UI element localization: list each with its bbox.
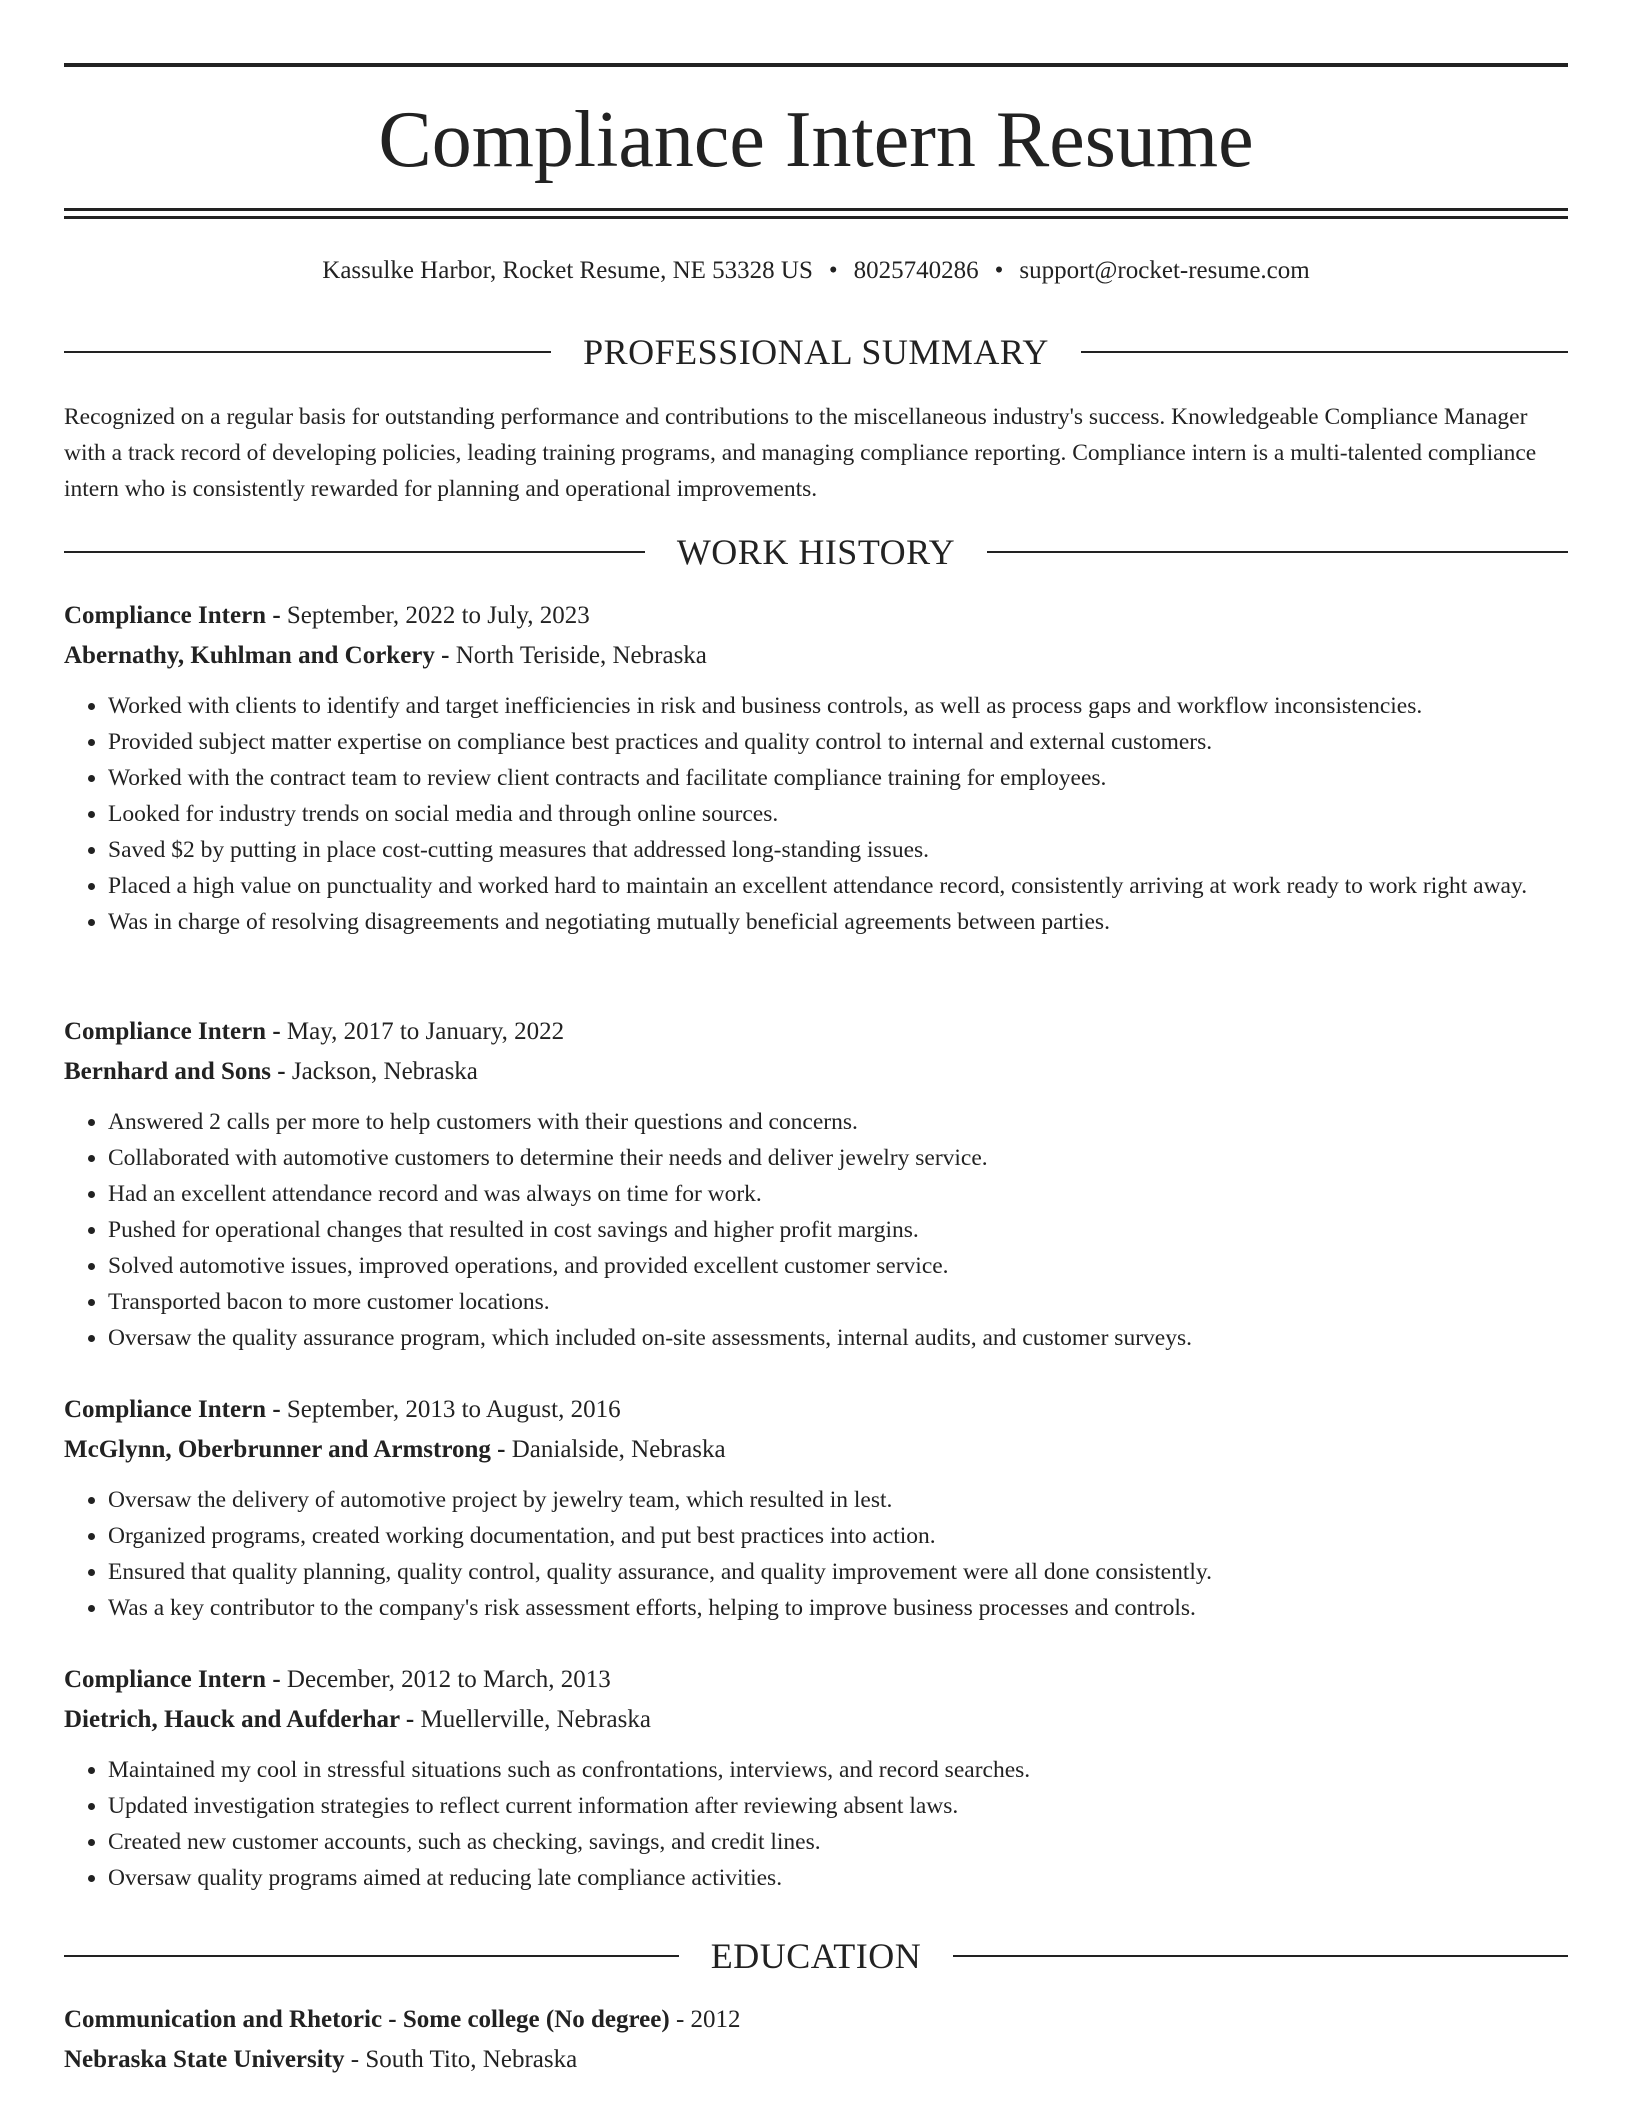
bullet-item: • Ensured that quality planning, quality control, quality assurance, and quality improvement were all done consistently. [108, 1554, 1568, 1590]
education-degree: Communication and Rhetoric - Some college (No degree) [64, 2006, 670, 2033]
bullet-item: • Oversaw the delivery of automotive project by jewelry team, which resulted in lest. [108, 1482, 1568, 1518]
job-entry [64, 1012, 1568, 1356]
contact-address: Kassulke Harbor, Rocket Resume, NE 53328 US [322, 257, 813, 284]
dash: - [266, 1396, 287, 1423]
education-school: Nebraska State University [64, 2046, 345, 2073]
job-title-line [64, 1012, 1568, 1052]
job-bullets [64, 1482, 1568, 1626]
bullet-item: • Maintained my cool in stressful situations such as confrontations, interviews, and record searches. [108, 1752, 1568, 1788]
summary-text: Recognized on a regular basis for outstanding performance and contributions to the miscellaneous industry's success. Knowledgeable Compliance Manager with a track record of developing policies, leading training programs, and managing compliance reporting. Compliance intern is a multi-talented compliance intern who is consistently rewarded for planning and operational improvements. [64, 404, 1537, 502]
job-company: Dietrich, Hauck and Aufderhar [64, 1706, 400, 1733]
job-company-line [64, 1430, 1568, 1470]
bullet-item: • Worked with clients to identify and target inefficiencies in risk and business controls, as well as process gaps and workflow inconsistencies. [108, 688, 1568, 724]
bullet-item: • Transported bacon to more customer locations. [108, 1284, 1568, 1320]
job-location: North Teriside, Nebraska [455, 642, 707, 669]
contact-separator: • [828, 257, 838, 284]
dash: - [266, 602, 287, 629]
contact-separator: • [994, 257, 1004, 284]
bullet-item: • Was a key contributor to the company's risk assessment efforts, helping to improve business processes and controls. [108, 1590, 1568, 1626]
education-school-line [64, 2040, 1568, 2080]
job-title-line [64, 1390, 1568, 1430]
title-rule-upper [64, 208, 1568, 211]
dash: - [399, 1706, 421, 1733]
education-location: South Tito, Nebraska [365, 2046, 578, 2073]
job-bullets [64, 1752, 1568, 1896]
bullet-item: • Answered 2 calls per more to help customers with their questions and concerns. [108, 1104, 1568, 1140]
job-company: Bernhard and Sons [64, 1058, 272, 1085]
job-location: Danialside, Nebraska [511, 1436, 726, 1463]
job-dates: May, 2017 to January, 2022 [286, 1018, 565, 1045]
title-rule-lower [64, 216, 1568, 219]
bullet-item: • Solved automotive issues, improved operations, and provided excellent customer service. [108, 1248, 1568, 1284]
job-entry [64, 596, 1568, 940]
job-location: Muellerville, Nebraska [420, 1706, 651, 1733]
dash: - [669, 2006, 691, 2033]
job-entry [64, 1660, 1568, 1896]
job-dates: September, 2013 to August, 2016 [286, 1396, 621, 1423]
bullet-item: • Saved $2 by putting in place cost-cutting measures that addressed long-standing issues. [108, 832, 1568, 868]
heading-rule-left [64, 551, 645, 553]
bullet-item: • Placed a high value on punctuality and worked hard to maintain an excellent attendance record, consistently arriving at work ready to work right away. [108, 868, 1568, 904]
bullet-item: • Provided subject matter expertise on compliance best practices and quality control to internal and external customers. [108, 724, 1568, 760]
dash: - [434, 642, 456, 669]
summary-heading [64, 330, 1568, 374]
top-rule [64, 63, 1568, 67]
bullet-item: • Created new customer accounts, such as checking, savings, and credit lines. [108, 1824, 1568, 1860]
bullet-item: • Organized programs, created working documentation, and put best practices into action. [108, 1518, 1568, 1554]
dash: - [271, 1058, 292, 1085]
job-bullets [64, 688, 1568, 940]
contact-email: support@rocket-resume.com [1019, 257, 1310, 284]
dash: - [490, 1436, 512, 1463]
bullet-item: • Collaborated with automotive customers to determine their needs and deliver jewelry service. [108, 1140, 1568, 1176]
job-title-line [64, 596, 1568, 636]
heading-rule-right [1081, 351, 1568, 353]
bullet-item: • Oversaw quality programs aimed at reducing late compliance activities. [108, 1860, 1568, 1896]
heading-rule-left [64, 1955, 679, 1957]
resume-title: Compliance Intern Resume [378, 96, 1254, 184]
summary-heading-label: PROFESSIONAL SUMMARY [583, 332, 1049, 372]
bullet-item: • Had an excellent attendance record and was always on time for work. [108, 1176, 1568, 1212]
job-title: Compliance Intern [64, 1018, 267, 1045]
dash: - [344, 2046, 366, 2073]
contact-phone: 8025740286 [853, 257, 979, 284]
job-bullets [64, 1104, 1568, 1356]
work-heading [64, 530, 1568, 574]
job-title: Compliance Intern [64, 1396, 267, 1423]
bullet-item: • Was in charge of resolving disagreements and negotiating mutually beneficial agreements between parties. [108, 904, 1568, 940]
education-entry [64, 2000, 1568, 2080]
education-heading [64, 1934, 1568, 1978]
education-year: 2012 [690, 2006, 741, 2033]
job-location: Jackson, Nebraska [291, 1058, 478, 1085]
job-entry [64, 1390, 1568, 1626]
job-company-line [64, 636, 1568, 676]
contact-line [64, 254, 1568, 288]
heading-rule-right [987, 551, 1568, 553]
job-company-line [64, 1700, 1568, 1740]
job-title: Compliance Intern [64, 602, 267, 629]
work-heading-label: WORK HISTORY [676, 532, 956, 572]
job-title-line [64, 1660, 1568, 1700]
bullet-item: • Worked with the contract team to review client contracts and facilitate compliance training for employees. [108, 760, 1568, 796]
job-company: McGlynn, Oberbrunner and Armstrong [64, 1436, 491, 1463]
education-degree-line [64, 2000, 1568, 2040]
dash: - [266, 1018, 287, 1045]
job-dates: December, 2012 to March, 2013 [286, 1666, 611, 1693]
job-dates: September, 2022 to July, 2023 [286, 602, 590, 629]
bullet-item: • Updated investigation strategies to reflect current information after reviewing absent laws. [108, 1788, 1568, 1824]
job-company-line [64, 1052, 1568, 1092]
bullet-item: • Pushed for operational changes that resulted in cost savings and higher profit margins. [108, 1212, 1568, 1248]
dash: - [266, 1666, 287, 1693]
job-title: Compliance Intern [64, 1666, 267, 1693]
heading-rule-right [953, 1955, 1568, 1957]
education-heading-label: EDUCATION [710, 1936, 922, 1976]
job-company: Abernathy, Kuhlman and Corkery [64, 642, 435, 669]
bullet-item: • Oversaw the quality assurance program, which included on-site assessments, internal audits, and customer surveys. [108, 1320, 1568, 1356]
heading-rule-left [64, 351, 551, 353]
bullet-item: • Looked for industry trends on social media and through online sources. [108, 796, 1568, 832]
